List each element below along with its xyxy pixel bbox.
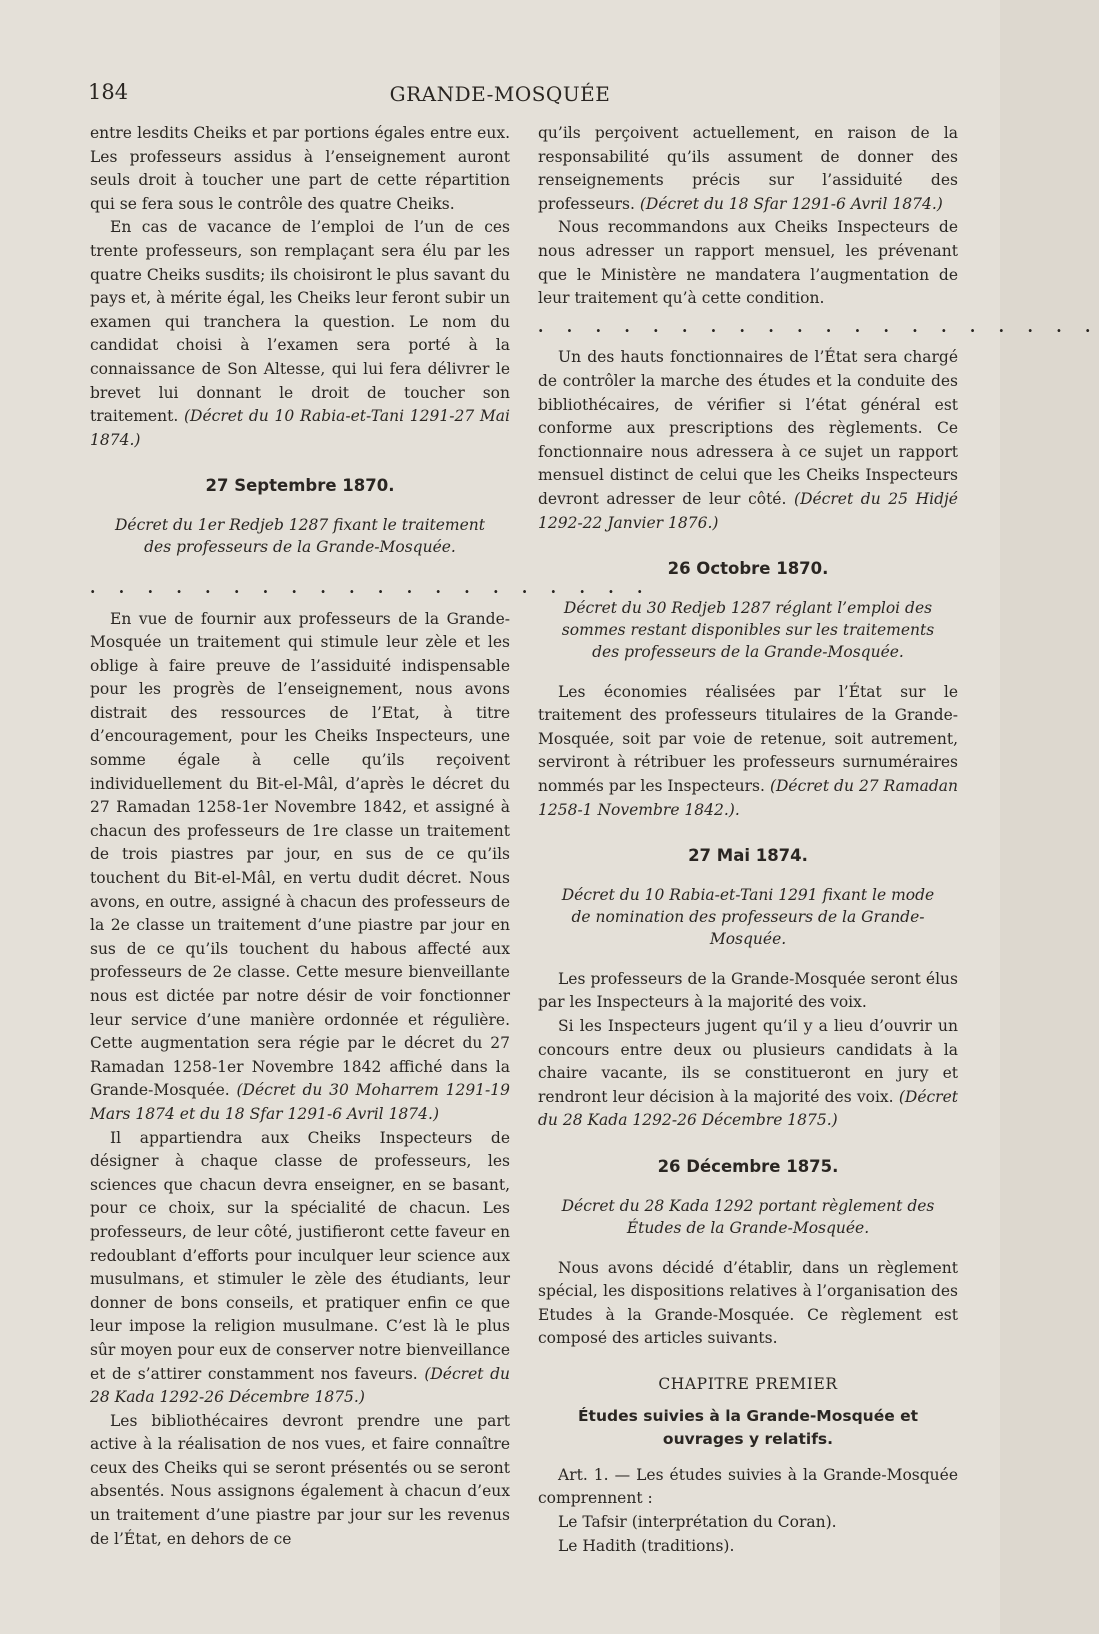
- left-column: [90, 122, 652, 1551]
- paragraph: En cas de vacance de l’emploi de l’un de ces trente professeurs, son remplaçant sera élu par les quatre Cheiks susdits; ils choisiront le plus savant du pays et, à mérite égal, les Cheiks leur feront subir un examen qui tranchera la question. Le nom du candidat choisi à l’examen sera porté à la connaissance de Son Altesse, qui lui fera délivrer le brevet lui donnant le droit de toucher son traitement. (Décret du 10 Rabia-et-Tani 1291-27 Mai 1874.): [90, 218, 510, 449]
- decree-title: Décret du 1er Redjeb 1287 fixant le traitement des professeurs de la Grande-Mosquée.: [114, 515, 486, 556]
- ellipsis-separator: . . . . . . . . . . . . . . . . . . . .: [90, 577, 652, 597]
- decree-reference: (Décret du 18 Sfar 1291-6 Avril 1874.): [639, 194, 943, 213]
- list-item: Le Hadith (traditions).: [558, 1536, 735, 1555]
- decree-title: Décret du 30 Redjeb 1287 réglant l’emploi des sommes restant disponibles sur les traitements des professeurs de la Grande-Mosquée.: [561, 598, 935, 661]
- decree-reference: (Décret du 28 Kada 1292-26 Décembre 1875.): [90, 1364, 510, 1407]
- paragraph: Nous recommandons aux Cheiks Inspecteurs de nous adresser un rapport mensuel, les prévenant que le Ministère ne mandatera l’augmentation de leur traitement qu’à cette condition.: [538, 218, 958, 308]
- running-title: GRANDE-MOSQUÉE: [389, 82, 611, 106]
- list-item: Le Tafsir (interprétation du Coran).: [558, 1512, 837, 1531]
- decree-reference: (Décret du 28 Kada 1292-26 Décembre 1875.): [538, 1087, 958, 1130]
- section-date: 27 Septembre 1870.: [205, 476, 395, 496]
- paragraph: Il appartiendra aux Cheiks Inspecteurs de désigner à chaque classe de professeurs, les sciences que chacun devra enseigner, en se basant, pour ce choix, sur la spécialité de chacun. Les professeurs, de leur côté, justifieront cette faveur en redoublant d’efforts pour inculquer leur science aux musulmans, et stimuler le zèle des étudiants, leur donner de bons conseils, et pratiquer enfin ce que leur impose la religion musulmane. C’est là le plus sûr moyen pour eux de conserver notre bienveillance et de s’attirer constamment nos faveurs. (Décret du 28 Kada 1292-26 Décembre 1875.): [90, 1128, 510, 1407]
- ellipsis-separator: . . . . . . . . . . . . . . . . . . . .: [538, 316, 1099, 336]
- paragraph: qu’ils perçoivent actuellement, en raison de la responsabilité qu’ils assument de donner des renseignements précis sur l’assiduité des professeurs. (Décret du 18 Sfar 1291-6 Avril 1874.): [538, 124, 958, 213]
- section-date: 26 Décembre 1875.: [657, 1157, 839, 1176]
- paragraph: Si les Inspecteurs jugent qu’il y a lieu d’ouvrir un concours entre deux ou plusieurs candidats à la chaire vacante, ils se constitueront en jury et rendront leur décision à la majorité des voix. (Décret du 28 Kada 1292-26 Décembre 1875.): [538, 1017, 958, 1130]
- right-column: [538, 122, 1099, 1558]
- decree-reference: (Décret du 10 Rabia-et-Tani 1291-27 Mai 1874.): [90, 407, 510, 449]
- decree-title: Décret du 28 Kada 1292 portant règlement des Études de la Grande-Mosquée.: [561, 1196, 935, 1237]
- paragraph: Les bibliothécaires devront prendre une part active à la réalisation de nos vues, et faire connaître ceux des Cheiks qui se seront présentés ou se seront absentés. Nous assignons également à chacun d’eux un traitement d’une piastre par jour sur les revenus de l’État, en dehors de ce: [90, 1411, 510, 1548]
- paragraph: Les professeurs de la Grande-Mosquée seront élus par les Inspecteurs à la majorité des voix.: [538, 969, 958, 1012]
- paragraph: entre lesdits Cheiks et par portions égales entre eux. Les professeurs assidus à l’enseignement auront seuls droit à toucher une part de cette répartition qui se fera sous le contrôle des quatre Cheiks.: [90, 124, 510, 213]
- decree-reference: (Décret du 27 Ramadan 1258-1 Novembre 1842.).: [538, 777, 958, 819]
- paragraph: Les économies réalisées par l’État sur le traitement des professeurs titulaires de la Grande-Mosquée, soit par voie de retenue, soit autrement, serviront à rétribuer les professeurs surnuméraires nommés par les Inspecteurs. (Décret du 27 Ramadan 1258-1 Novembre 1842.).: [538, 682, 958, 819]
- section-date: 27 Mai 1874.: [688, 846, 808, 866]
- page-number: 184: [88, 80, 129, 104]
- paragraph: En vue de fournir aux professeurs de la Grande-Mosquée un traitement qui stimule leur zèle et les oblige à faire preuve de l’assiduité indispensable pour les progrès de l’enseignement, nous avons distrait des ressources de l’Etat, à titre d’encouragement, pour les Cheiks Inspecteurs, une somme égale à celle qu’ils reçoivent individuellement du Bit-el-Mâl, d’après le décret du 27 Ramadan 1258-1er Novembre 1842, et assigné à chacun des professeurs de 1re classe un traitement de trois piastres par jour, en sus de ce qu’ils touchent du Bit-el-Mâl, en vertu dudit décret. Nous avons, en outre, assigné à chacun des professeurs de la 2e classe un traitement d’une piastre par jour en sus de ce qu’ils touchent du habous affecté aux professeurs de 2e classe. Cette mesure bienveillante nous est dictée par notre désir de voir fonctionner leur service d’une manière ordonnée et régulière. Cette augmentation sera régie par le décret du 27 Ramadan 1258-1er Novembre 1842 affiché dans la Grande-Mosquée. (Décret du 30 Moharrem 1291-19 Mars 1874 et du 18 Sfar 1291-6 Avril 1874.): [90, 609, 510, 1123]
- article: Art. 1. — Les études suivies à la Grande-Mosquée comprennent :: [538, 1465, 958, 1508]
- chapter-heading: CHAPITRE PREMIER: [658, 1374, 838, 1393]
- section-date: 26 Octobre 1870.: [667, 559, 829, 579]
- paragraph: Un des hauts fonctionnaires de l’État sera chargé de contrôler la marche des études et la conduite des bibliothécaires, de vérifier si l’état général est conforme aux prescriptions des règlements. Ce fonctionnaire nous adressera à ce sujet un rapport mensuel distinct de celui que les Cheiks Inspecteurs devront adresser de leur côté. (Décret du 25 Hidjé 1292-22 Janvier 1876.): [538, 348, 958, 532]
- decree-reference: (Décret du 25 Hidjé 1292-22 Janvier 1876.): [538, 489, 958, 532]
- chapter-title: Études suivies à la Grande-Mosquée et ouvrages y relatifs.: [577, 1406, 919, 1449]
- decree-reference: (Décret du 30 Moharrem 1291-19 Mars 1874 et du 18 Sfar 1291-6 Avril 1874.): [90, 1081, 510, 1123]
- paragraph: Nous avons décidé d’établir, dans un règlement spécial, les dispositions relatives à l’organisation des Etudes à la Grande-Mosquée. Ce règlement est composé des articles suivants.: [538, 1258, 958, 1348]
- page-header: [88, 80, 912, 114]
- decree-title: Décret du 10 Rabia-et-Tani 1291 fixant le mode de nomination des professeurs de la Grande-Mosquée.: [561, 885, 935, 948]
